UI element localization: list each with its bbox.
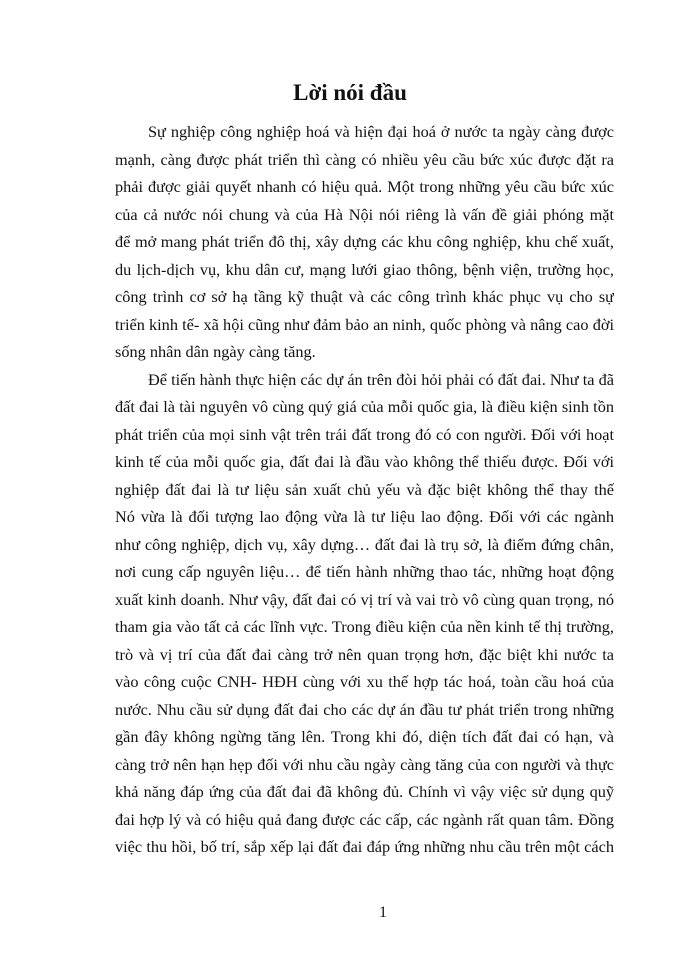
text-line: Để tiến hành thực hiện các dự án trên đòi hỏi phải có đất đai. Như ta đã: [148, 369, 614, 389]
text-line: công trình cơ sở hạ tầng kỹ thuật và các công trình khác phục vụ cho sự: [115, 287, 614, 306]
text-line: nơi cung cấp nguyên liệu… để tiến hành những thao tác, những hoạt động: [115, 562, 614, 581]
text-line: kinh tế của mỗi quốc gia, đất đai là đầu vào không thể thiếu được. Đối với: [115, 452, 614, 471]
text-line: phải được giải quyết nhanh có hiệu quả. Một trong những yêu cầu bức xúc: [115, 177, 614, 196]
text-line: gần đây không ngừng tăng lên. Trong khi đó, diện tích đất đai có hạn, và: [115, 727, 614, 746]
text-line: đất đai là tài nguyên vô cùng quý giá của mỗi quốc gia, là điều kiện sinh tồn: [115, 397, 614, 416]
document-title: Lời nói đầu: [293, 80, 407, 105]
text-line: việc thu hồi, bố trí, sắp xếp lại đất đai đáp ứng những nhu cầu trên một cách: [115, 837, 614, 856]
text-line: của cả nước nói chung và của Hà Nội nói riêng là vấn đề giải phóng mặt: [115, 204, 614, 224]
text-line: du lịch-dịch vụ, khu dân cư, mạng lưới giao thông, bệnh viện, trường học,: [115, 259, 614, 279]
text-line: nghiệp đất đai là tư liệu sản xuất chủ yếu và đặc biệt không thể thay thế: [115, 479, 614, 499]
text-line: khả năng đáp ứng của đất đai đã không đủ. Chính vì vậy việc sử dụng quỹ: [115, 782, 614, 801]
paragraph: [115, 366, 614, 861]
text-line: càng trở nên hạn hẹp đối với nhu cầu ngày càng tăng của con người và thực: [115, 754, 614, 774]
paragraph: [115, 118, 614, 366]
text-line: Sự nghiệp công nghiệp hoá và hiện đại hoá ở nước ta ngày càng được: [148, 122, 614, 141]
text-line: tham gia vào tất cả các lĩnh vực. Trong điều kiện của nền kinh tế thị trường,: [115, 617, 614, 636]
text-line: Nó vừa là đối tượng lao động vừa là tư liệu lao động. Đối với các ngành: [115, 507, 614, 526]
text-line: phát triển của mọi sinh vật trên trái đất trong đó có con người. Đối với hoạt: [115, 424, 614, 444]
text-line: xuất kinh doanh. Như vậy, đất đai có vị trí và vai trò vô cùng quan trọng, nó: [115, 589, 614, 609]
text-line: trò và vị trí của đất đai càng trở nên quan trọng hơn, đặc biệt khi nước ta: [115, 644, 614, 664]
text-line: để mở mang phát triển đô thị, xây dựng các khu công nghiệp, khu chế xuất,: [115, 232, 614, 251]
text-line: như công nghiệp, dịch vụ, xây dựng… đất đai là trụ sở, là điểm đứng chân,: [115, 534, 614, 554]
text-line: đai hợp lý và có hiệu quả đang được các cấp, các ngành rất quan tâm. Đồng: [115, 809, 614, 829]
text-line: vào công cuộc CNH- HĐH cùng với xu thế hợp tác hoá, toàn cầu hoá của: [115, 672, 614, 691]
page-number: 1: [379, 904, 387, 921]
text-line: nước. Nhu cầu sử dụng đất đai cho các dự án đầu tư phát triển trong những: [115, 699, 614, 719]
text-line: triển kinh tế- xã hội cũng như đảm bảo an ninh, quốc phòng và nâng cao đời: [115, 314, 614, 334]
text-line: sống nhân dân ngày càng tăng.: [115, 342, 316, 361]
document-body: [115, 118, 614, 861]
text-line: mạnh, càng được phát triển thì càng có nhiều yêu cầu bức xúc được đặt ra: [115, 149, 614, 169]
